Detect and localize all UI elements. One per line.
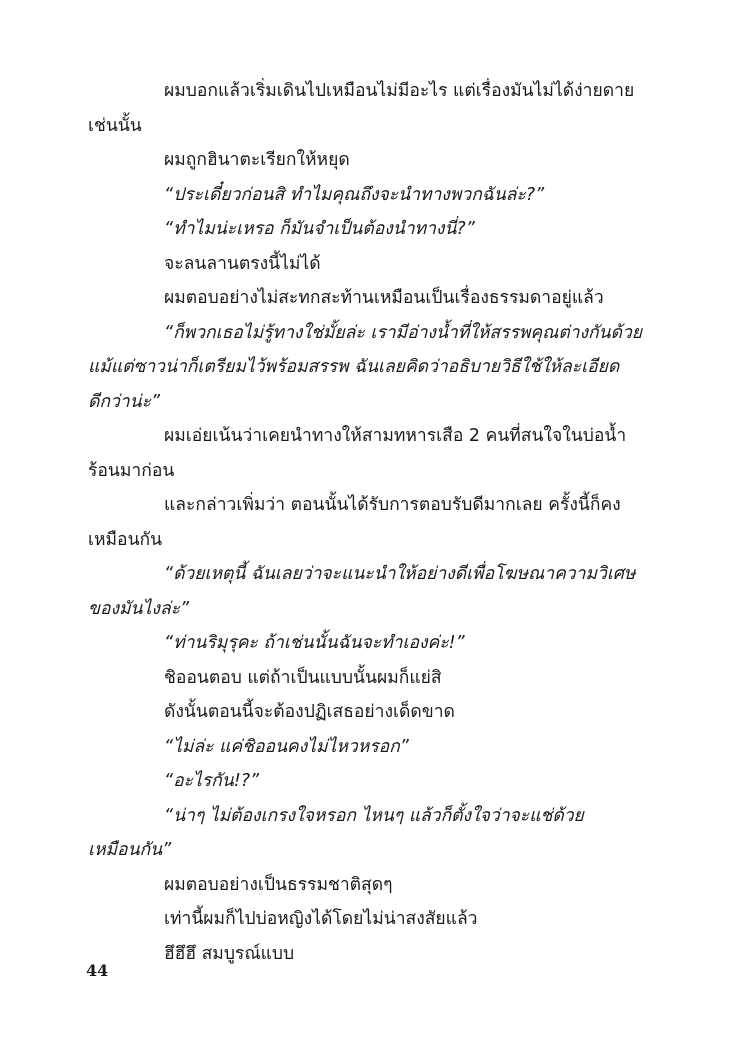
- page-number: 44: [86, 961, 109, 980]
- dialogue-line: “อะไรกัน!?”: [164, 771, 260, 791]
- text-line: และกล่าวเพิ่มว่า ตอนนั้นได้รับการตอบรับดีมากเลย ครั้งนี้ก็คง: [164, 495, 621, 515]
- text-line: เหมือนกัน: [88, 529, 163, 550]
- text-line: ผมบอกแล้วเริ่มเดินไปเหมือนไม่มีอะไร แต่เรื่องมันไม่ได้ง่ายดาย: [164, 81, 635, 101]
- dialogue-line: ดีกว่าน่ะ”: [88, 391, 161, 412]
- dialogue-line: “ก็พวกเธอไม่รู้ทางใช่มั้ยล่ะ เรามีอ่างน้ำที่ให้สรรพคุณต่างกันด้วย: [164, 322, 643, 343]
- dialogue-line: ของมันไงล่ะ”: [88, 598, 190, 619]
- dialogue-line: แม้แต่ซาวน่าก็เตรียมไว้พร้อมสรรพ ฉันเลยคิดว่าอธิบายวิธีใช้ให้ละเอียด: [88, 357, 620, 377]
- dialogue-line: เหมือนกัน”: [88, 840, 172, 860]
- text-line: จะลนลานตรงนี้ไม่ได้: [164, 253, 321, 274]
- dialogue-line: “ประเดี๋ยวก่อนสิ ทำไมคุณถึงจะนำทางพวกฉันล่ะ?”: [164, 184, 545, 205]
- dialogue-line: “ด้วยเหตุนี้ ฉันเลยว่าจะแนะนำให้อย่างดีเพื่อโฆษณาความวิเศษ: [164, 564, 636, 584]
- text-line: ผมเอ่ยเน้นว่าเคยนำทางให้สามทหารเสือ 2 คนที่สนใจในบ่อน้ำ: [164, 426, 627, 446]
- dialogue-line: “ไม่ล่ะ แค่ชิออนคงไม่ไหวหรอก”: [164, 736, 409, 757]
- text-line: ผมตอบอย่างเป็นธรรมชาติสุดๆ: [164, 874, 393, 895]
- dialogue-line: “ทำไมน่ะเหรอ ก็มันจำเป็นต้องนำทางนี่?”: [164, 219, 475, 239]
- text-line: ผมตอบอย่างไม่สะทกสะท้านเหมือนเป็นเรื่องธรรมดาอยู่แล้ว: [164, 288, 604, 308]
- dialogue-line: “น่าๆ ไม่ต้องเกรงใจหรอก ไหนๆ แล้วก็ตั้งใจว่าจะแช่ด้วย: [164, 805, 584, 826]
- text-line: ผมถูกฮินาตะเรียกให้หยุด: [164, 150, 350, 170]
- text-line: ฮึฮึฮึ สมบูรณ์แบบ: [164, 943, 295, 964]
- page-body: [88, 74, 654, 971]
- dialogue-line: “ท่านริมุรุคะ ถ้าเช่นนั้นฉันจะทำเองค่ะ!”: [164, 633, 465, 653]
- text-line: ชิออนตอบ แต่ถ้าเป็นแบบนั้นผมก็แย่สิ: [164, 667, 442, 688]
- text-line: ร้อนมาก่อน: [88, 460, 175, 481]
- text-line: เช่นนั้น: [88, 115, 142, 136]
- text-line: ดังนั้นตอนนี้จะต้องปฏิเสธอย่างเด็ดขาด: [164, 702, 455, 722]
- text-line: เท่านี้ผมก็ไปบ่อหญิงได้โดยไม่น่าสงสัยแล้ว: [164, 909, 478, 929]
